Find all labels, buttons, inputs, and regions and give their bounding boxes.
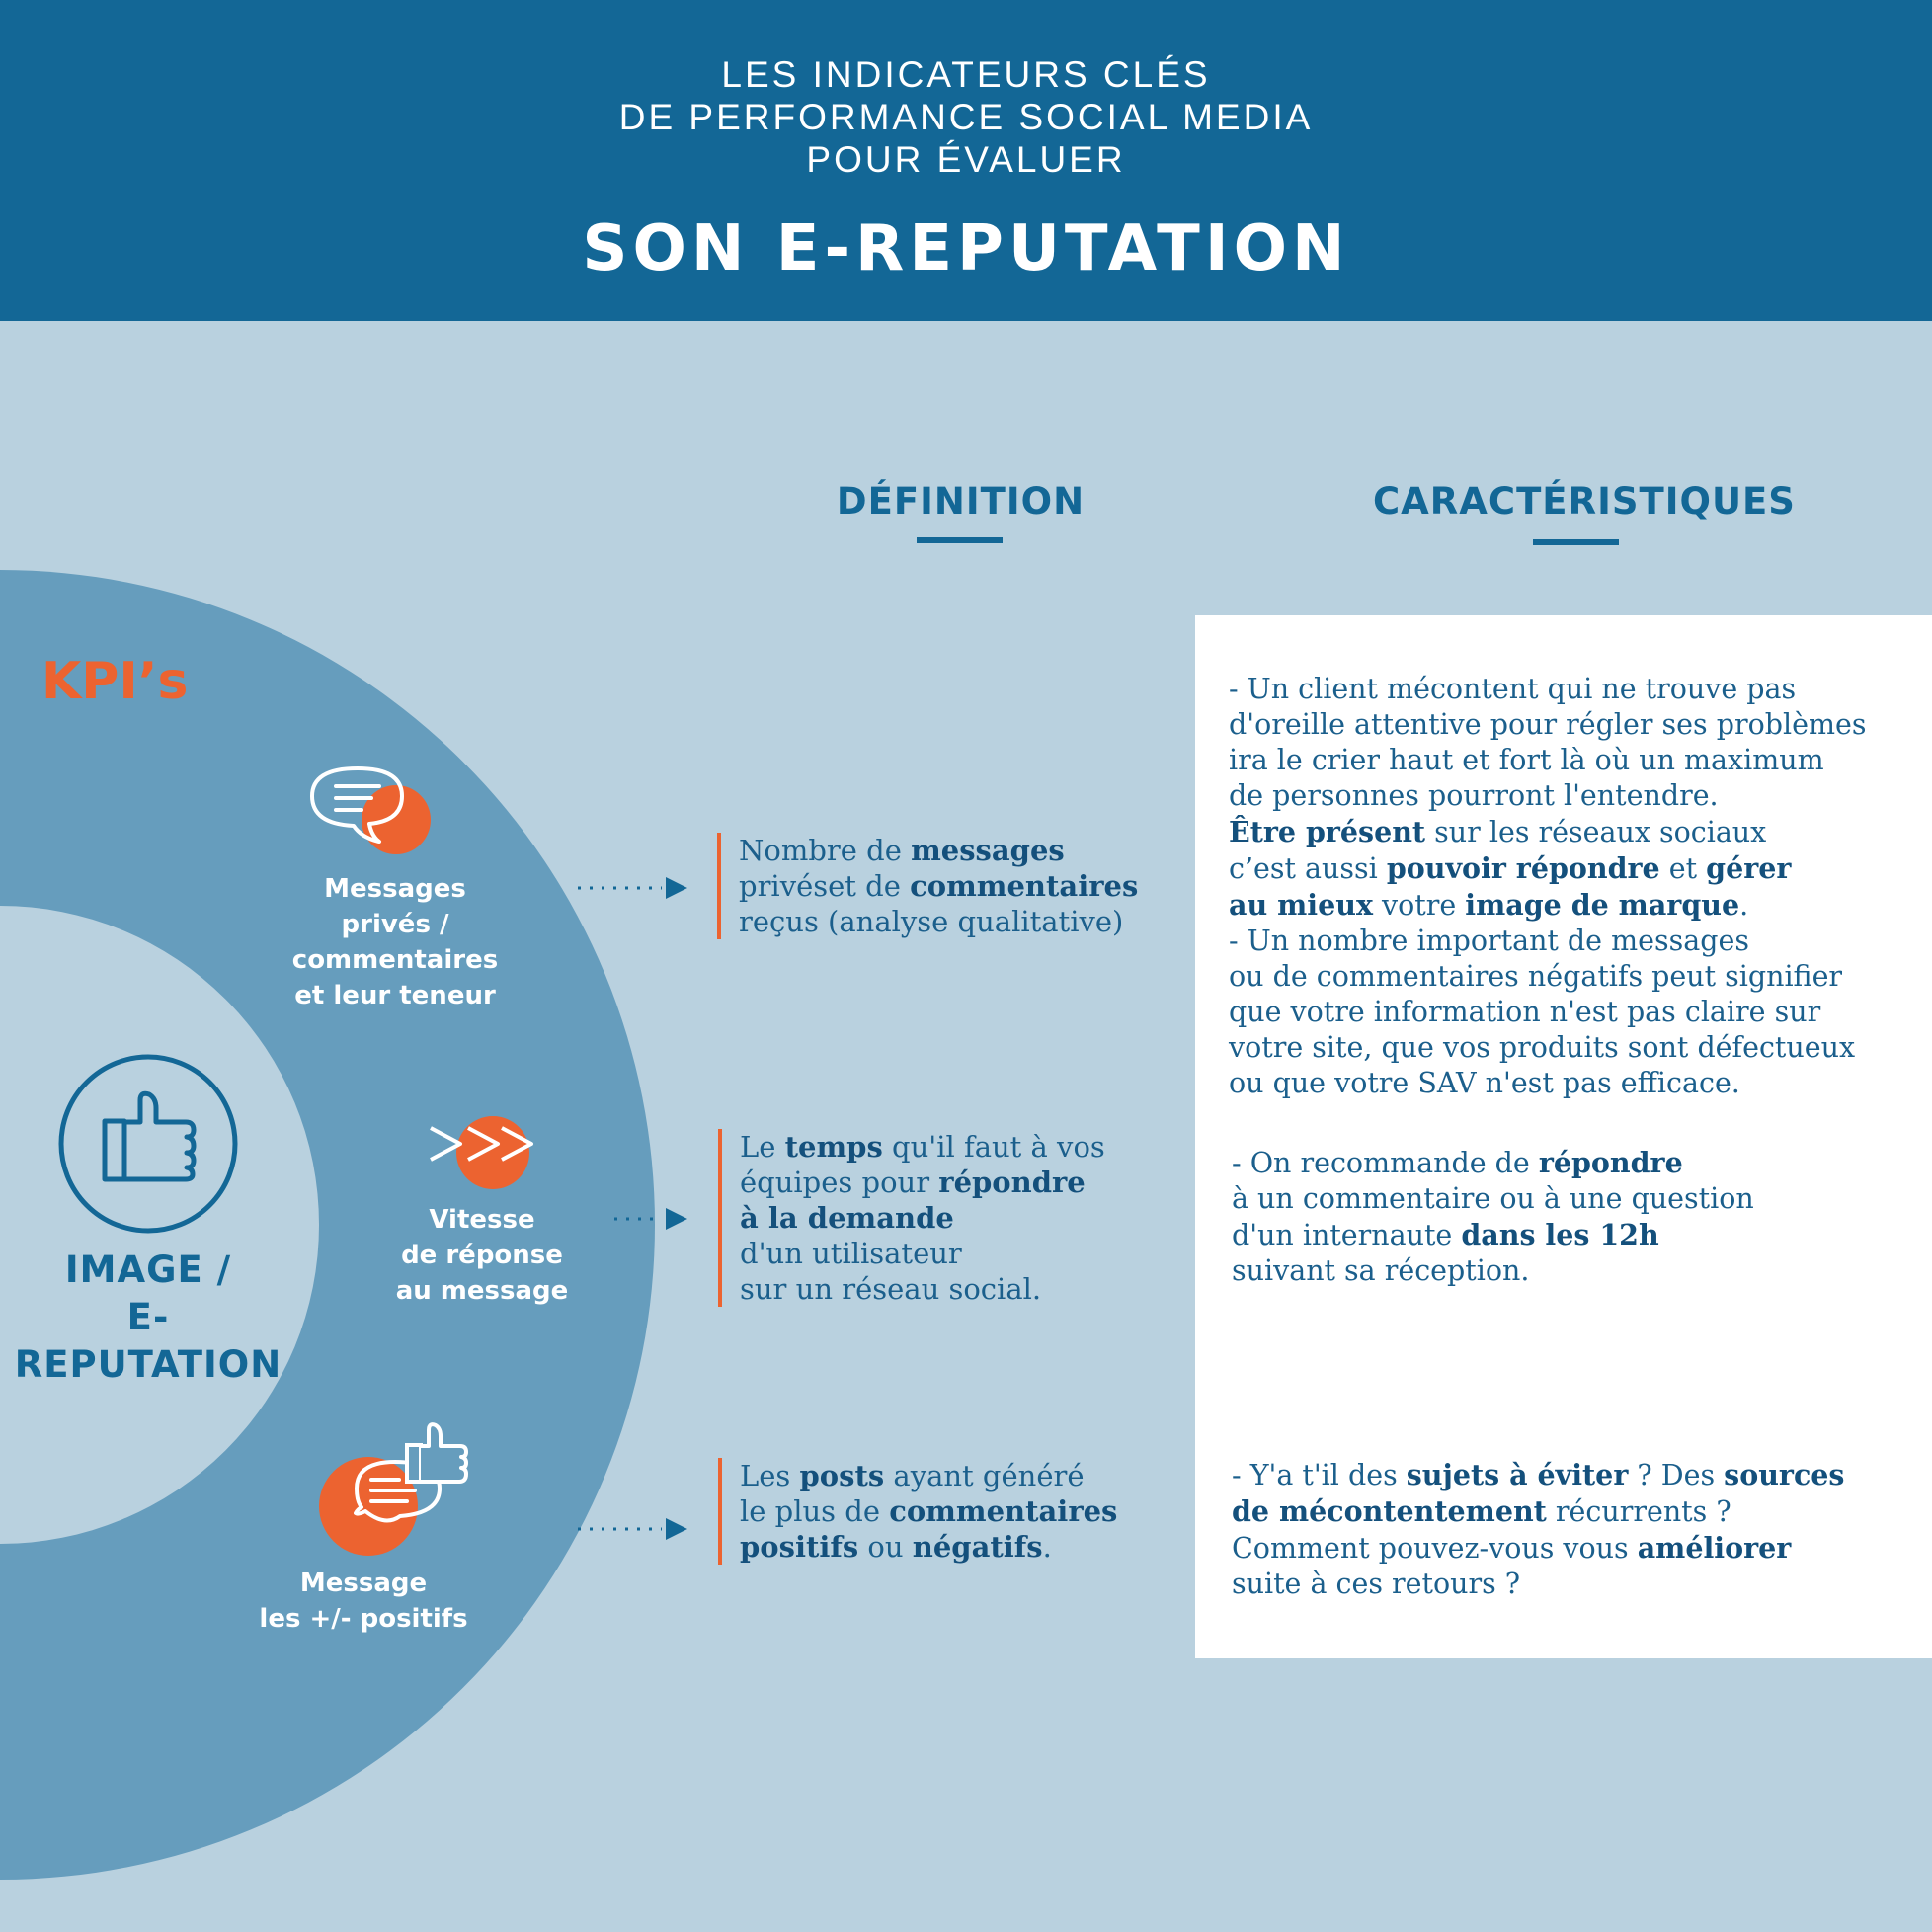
- char-line: [1229, 995, 1867, 1030]
- text-run-bold: dans les 12h: [1461, 1218, 1659, 1251]
- text-run-bold: de mécontentement: [1232, 1494, 1547, 1528]
- text-run: .: [1739, 889, 1749, 922]
- kpi-label-line: privés /: [341, 910, 449, 939]
- char-line: [1229, 778, 1867, 814]
- text-run: ou de commentaires négatifs peut signifier: [1229, 960, 1843, 993]
- kpi-label-line: de réponse: [401, 1241, 563, 1270]
- text-run-bold: à la demande: [740, 1201, 954, 1235]
- text-run: qu'il faut à vos: [882, 1130, 1105, 1164]
- text-run: ou que votre SAV n'est pas efficace.: [1229, 1067, 1740, 1099]
- text-run: ? Des: [1628, 1459, 1725, 1491]
- char-line: [1229, 707, 1867, 743]
- text-run: suivant sa réception.: [1232, 1254, 1530, 1287]
- text-run: sur un réseau social.: [740, 1272, 1042, 1306]
- kpi-label-line: au message: [395, 1276, 569, 1306]
- text-run: d'oreille attentive pour régler ses problèmes: [1229, 708, 1867, 741]
- definition-line: [740, 1493, 1172, 1529]
- definition-sentiment: [718, 1458, 1172, 1565]
- definition-speed: [718, 1129, 1172, 1307]
- header-line-3: POUR ÉVALUER: [806, 139, 1126, 180]
- definition-line: [740, 1165, 1172, 1200]
- arrow-kpi-3: [578, 1518, 687, 1540]
- text-run: reçus (analyse qualitative): [739, 905, 1124, 938]
- text-run-bold: améliorer: [1637, 1531, 1792, 1565]
- text-run-bold: négatifs: [912, 1530, 1043, 1564]
- text-run: Le: [740, 1130, 785, 1164]
- text-run-bold: répondre: [1538, 1146, 1683, 1179]
- text-run: que votre information n'est pas claire sur: [1229, 996, 1821, 1028]
- char-line: [1232, 1530, 1844, 1567]
- char-line: [1232, 1457, 1844, 1493]
- arrow-kpi-1: [578, 877, 687, 899]
- text-run-bold: image de marque: [1465, 888, 1740, 922]
- text-run: votre: [1372, 889, 1466, 922]
- char-line: [1232, 1253, 1754, 1289]
- char-line: [1232, 1567, 1844, 1602]
- text-run: .: [1042, 1530, 1052, 1564]
- char-line: [1232, 1145, 1754, 1181]
- page-title: SON E-REPUTATION: [582, 212, 1350, 285]
- header-line-1: LES INDICATEURS CLÉS: [721, 54, 1211, 95]
- char-line: [1229, 743, 1867, 778]
- kpi-label-line: Vitesse: [429, 1205, 535, 1235]
- center-label-line-1: IMAGE /: [64, 1248, 232, 1291]
- char-line: [1229, 959, 1867, 995]
- char-line: [1229, 672, 1867, 707]
- char-line: [1232, 1493, 1844, 1530]
- text-run-bold: commentaires: [910, 869, 1139, 903]
- text-run: - Un nombre important de messages: [1229, 925, 1749, 957]
- text-run: ou: [858, 1530, 913, 1564]
- text-run: d'un utilisateur: [740, 1237, 962, 1270]
- text-run: le plus de: [740, 1494, 890, 1528]
- text-run-bold: répondre: [938, 1166, 1086, 1199]
- text-run-bold: positifs: [740, 1530, 859, 1564]
- heading-definition: DÉFINITION: [836, 480, 1086, 523]
- center-label: [0, 1247, 296, 1389]
- text-run-bold: gérer: [1706, 851, 1792, 885]
- text-run: à un commentaire ou à une question: [1232, 1182, 1754, 1215]
- definition-line: [739, 833, 1171, 868]
- heading-characteristics-underline: [1533, 539, 1619, 545]
- char-line: [1229, 814, 1867, 850]
- text-run: récurrents ?: [1546, 1495, 1731, 1528]
- text-run-bold: sources: [1724, 1458, 1845, 1491]
- heading-definition-underline: [917, 537, 1003, 543]
- char-line: [1229, 850, 1867, 887]
- text-run: Nombre de: [739, 834, 912, 867]
- text-run: de personnes pourront l'entendre.: [1229, 779, 1719, 812]
- text-run: ayant généré: [884, 1459, 1085, 1492]
- text-run: - On recommande de: [1232, 1147, 1539, 1179]
- char-line: [1229, 887, 1867, 924]
- char-line: [1229, 1066, 1867, 1101]
- text-run-bold: au mieux: [1229, 888, 1373, 922]
- definition-line: [740, 1129, 1172, 1165]
- text-run-bold: messages: [911, 834, 1065, 867]
- definition-line: [739, 868, 1171, 904]
- text-run-bold: sujets à éviter: [1406, 1458, 1629, 1491]
- text-run: suite à ces retours ?: [1232, 1568, 1521, 1600]
- text-run: et: [1659, 852, 1707, 885]
- text-run: c’est aussi: [1229, 852, 1387, 885]
- kpi-label-line: Message: [299, 1569, 428, 1598]
- definition-line: [740, 1200, 1172, 1236]
- text-run-bold: Être présent: [1229, 815, 1426, 848]
- text-run: votre site, que vos produits sont défectueux: [1229, 1031, 1856, 1064]
- char-line: [1232, 1217, 1754, 1253]
- kpi-title: KPI’s: [41, 652, 189, 711]
- text-run: équipes pour: [740, 1166, 939, 1199]
- text-run: sur les réseaux sociaux: [1425, 816, 1767, 848]
- text-run: d'un internaute: [1232, 1219, 1462, 1251]
- text-run: - Y'a t'il des: [1232, 1459, 1407, 1491]
- char-line: [1229, 924, 1867, 959]
- definition-line: [740, 1529, 1172, 1565]
- characteristics-messages: [1229, 672, 1867, 1101]
- header-line-2: DE PERFORMANCE SOCIAL MEDIA: [618, 97, 1314, 137]
- characteristics-speed: [1232, 1145, 1754, 1289]
- char-line: [1232, 1181, 1754, 1217]
- definition-line: [740, 1236, 1172, 1271]
- kpi-label-line: les +/- positifs: [259, 1604, 468, 1634]
- definition-messages: [717, 833, 1171, 939]
- kpi-label-line: commentaires: [291, 945, 499, 975]
- text-run: - Un client mécontent qui ne trouve pas: [1229, 673, 1797, 705]
- definition-line: [740, 1458, 1172, 1493]
- heading-characteristics: CARACTÉRISTIQUES: [1373, 480, 1796, 523]
- center-label-line-2: E-REPUTATION: [14, 1296, 282, 1386]
- kpi-label-line: et leur teneur: [294, 981, 496, 1010]
- text-run: privéset de: [739, 869, 911, 903]
- characteristics-sentiment: [1232, 1457, 1844, 1602]
- kpi-label-messages: [267, 871, 523, 1013]
- text-run-bold: posts: [799, 1459, 885, 1492]
- kpi-label-speed: [363, 1202, 601, 1309]
- text-run: Comment pouvez-vous vous: [1232, 1532, 1638, 1565]
- kpi-label-line: Messages: [324, 874, 466, 904]
- char-line: [1229, 1030, 1867, 1066]
- text-run-bold: temps: [784, 1130, 883, 1164]
- definition-line: [740, 1271, 1172, 1307]
- text-run: ira le crier haut et fort là où un maximum: [1229, 744, 1824, 776]
- text-run-bold: pouvoir répondre: [1386, 851, 1660, 885]
- text-run: Les: [740, 1459, 800, 1492]
- definition-line: [739, 904, 1171, 939]
- text-run-bold: commentaires: [889, 1494, 1118, 1528]
- kpi-label-sentiment: [245, 1566, 482, 1637]
